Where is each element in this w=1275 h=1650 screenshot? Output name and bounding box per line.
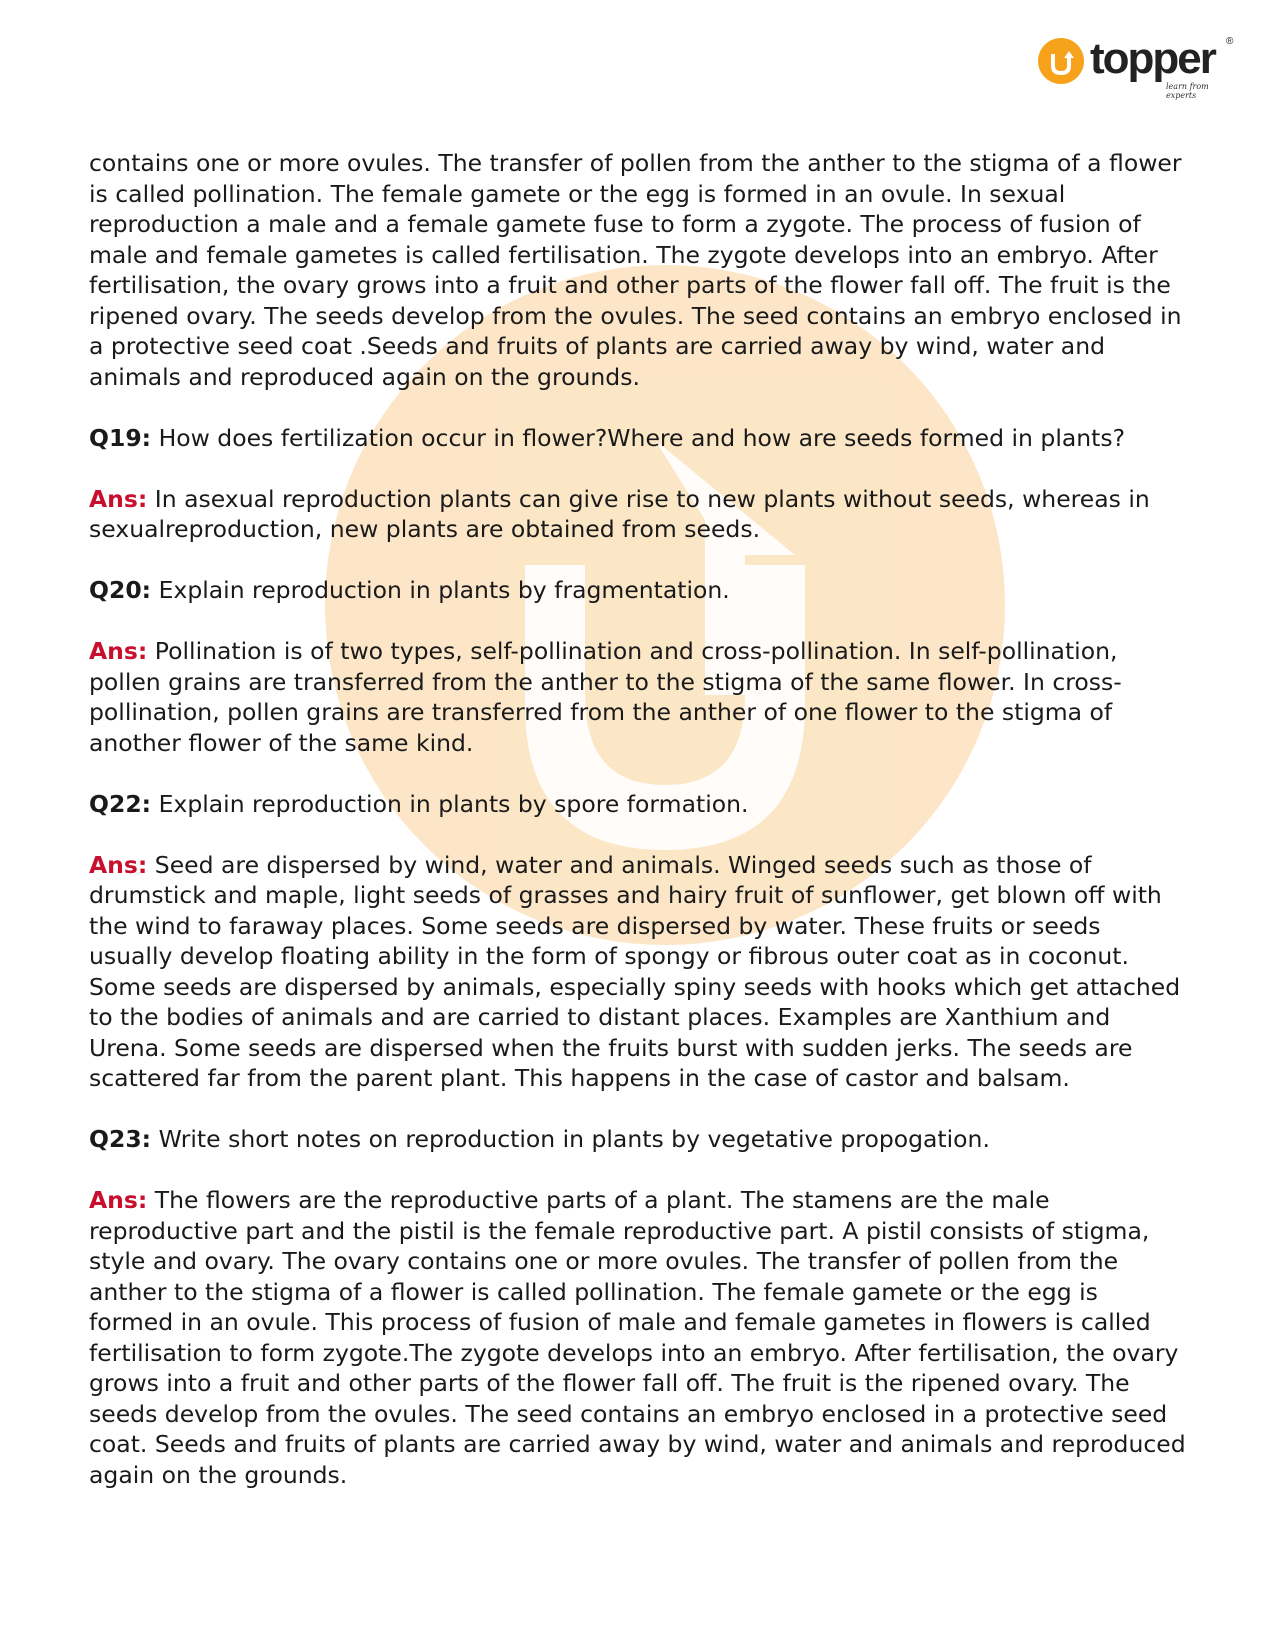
question-label: Q20:: [89, 576, 152, 604]
topper-logo: [1038, 34, 1238, 100]
question-label: Q23:: [89, 1125, 152, 1153]
logo-brand-text: topper: [1090, 34, 1215, 83]
question-label: Q19:: [89, 423, 152, 452]
question-text: How does fertilization occur in flower?Where and how are seeds formed in plants?: [158, 423, 1126, 452]
answer-text: Seed are dispersed by wind, water and animals. Winged seeds such as those of drumstick and maple, light seeds of grasses and hairy fruit of sunflower, get blown off with the wind to faraway places. Some seeds are dispersed by water. These fruits or seeds usually develop floating ability in the form of spongy or fibrous outer coat as in coconut. Some seeds are dispersed by animals, especially spiny seeds with hooks which get attached to the bodies of animals and are carried to distant places. Examples are Xanthium and Urena. Some seeds are dispersed when the fruits burst with sudden jerks. The seeds are scattered far from the parent plant. This happens in the case of castor and balsam.: [89, 850, 1181, 1092]
question-22: [89, 789, 1189, 820]
answer-text: The flowers are the reproductive parts of a plant. The stamens are the male reproductive part and the pistil is the female reproductive part. A pistil consists of stigma, style and ovary. The ovary contains one or more ovules. The transfer of pollen from the anther to the stigma of a flower is called pollination. The female gamete or the egg is formed in an ovule. This process of fusion of male and female gametes in flowers is called fertilisation to form zygote.The zygote develops into an embryo. After fertilisation, the ovary grows into a fruit and other parts of the flower fall off. The fruit is the ripened ovary. The seeds develop from the ovules. The seed contains an embryo enclosed in a protective seed coat. Seeds and fruits of plants are carried away by wind, water and animals and reproduced again on the grounds.: [89, 1186, 1186, 1489]
answer-label: Ans:: [89, 850, 148, 879]
answer-22: [89, 850, 1189, 1094]
question-text: Explain reproduction in plants by fragmentation.: [158, 576, 730, 604]
question-20: [89, 575, 1189, 606]
answer-20: [89, 636, 1189, 758]
answer-label: Ans:: [89, 1186, 148, 1214]
question-text: Write short notes on reproduction in plants by vegetative propogation.: [158, 1125, 990, 1153]
document-body: [89, 148, 1189, 1521]
question-text: Explain reproduction in plants by spore formation.: [158, 789, 749, 818]
answer-19: [89, 484, 1189, 545]
answer-label: Ans:: [89, 484, 148, 513]
answer-text: In asexual reproduction plants can give rise to new plants without seeds, whereas in sexualreproduction, new plants are obtained from seeds.: [89, 484, 1150, 543]
logo-registered-mark: ®: [1226, 36, 1234, 47]
answer-label: Ans:: [89, 637, 148, 665]
logo-tagline: learn from experts: [1166, 82, 1209, 100]
logo-u-icon: [1038, 38, 1084, 84]
answer-23: [89, 1185, 1189, 1490]
question-23: [89, 1124, 1189, 1155]
answer-text: Pollination is of two types, self-pollination and cross-pollination. In self-pollination, pollen grains are transferred from the anther to the stigma of the same flower. In cross-pollination, pollen grains are transferred from the anther of one flower to the stigma of another flower of the same kind.: [89, 637, 1122, 757]
question-label: Q22:: [89, 789, 152, 818]
question-19: [89, 423, 1189, 454]
intro-paragraph: contains one or more ovules. The transfer of pollen from the anther to the stigma of a flower is called pollination. The female gamete or the egg is formed in an ovule. In sexual reproduction a male and a female gamete fuse to form a zygote. The process of fusion of male and female gametes is called fertilisation. The zygote develops into an embryo. After fertilisation, the ovary grows into a fruit and other parts of the flower fall off. The fruit is the ripened ovary. The seeds develop from the ovules. The seed contains an embryo enclosed in a protective seed coat .Seeds and fruits of plants are carried away by wind, water and animals and reproduced again on the grounds.: [89, 149, 1182, 391]
